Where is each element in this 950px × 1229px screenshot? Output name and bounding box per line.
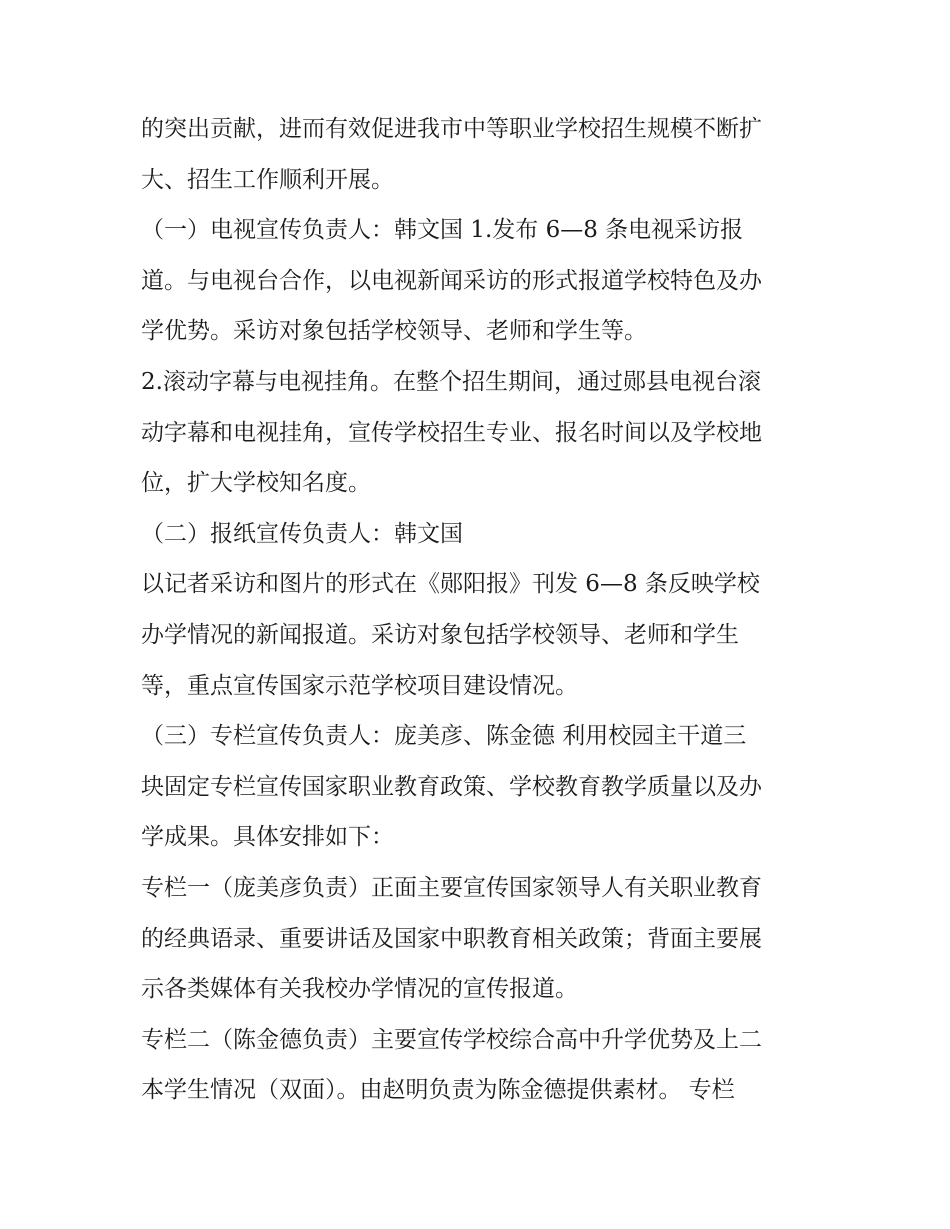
- text-line: 专栏二（陈金德负责）主要宣传学校综合高中升学优势及上二: [141, 1026, 762, 1053]
- text-line: 动字幕和电视挂角，宣传学校招生专业、报名时间以及学校地: [141, 419, 762, 446]
- text-line: 大、招生工作顺利开展。: [141, 166, 394, 193]
- text-line: 的经典语录、重要讲话及国家中职教育相关政策；背面主要展: [141, 925, 762, 952]
- text-line: 以记者采访和图片的形式在《郧阳报》刊发 6—8 条反映学校: [141, 571, 760, 598]
- text-line: 2.滚动字幕与电视挂角。在整个招生期间，通过郧县电视台滚: [141, 368, 761, 395]
- text-line: 办学情况的新闻报道。采访对象包括学校领导、老师和学生: [141, 621, 739, 648]
- text-line: （二）报纸宣传负责人：韩文国: [141, 520, 463, 547]
- text-line: 本学生情况（双面）。由赵明负责为陈金德提供素材。 专栏: [141, 1077, 735, 1104]
- body-text: [141, 104, 821, 1116]
- text-line: 示各类媒体有关我校办学情况的宣传报道。: [141, 976, 578, 1003]
- text-line: （一）电视宣传负责人：韩文国 1.发布 6—8 条电视采访报: [141, 217, 744, 244]
- text-line: 专栏一（庞美彦负责）正面主要宣传国家领导人有关职业教育: [141, 874, 762, 901]
- text-line: 道。与电视台合作，以电视新闻采访的形式报道学校特色及办: [141, 267, 762, 294]
- text-line: 位，扩大学校知名度。: [141, 470, 371, 497]
- text-line: （三）专栏宣传负责人：庞美彦、陈金德 利用校园主干道三: [141, 723, 747, 750]
- text-line: 块固定专栏宣传国家职业教育政策、学校教育教学质量以及办: [141, 773, 762, 800]
- text-line: 学成果。具体安排如下：: [141, 824, 394, 851]
- text-line: 学优势。采访对象包括学校领导、老师和学生等。: [141, 318, 647, 345]
- text-line: 等，重点宣传国家示范学校项目建设情况。: [141, 672, 578, 699]
- text-line: 的突出贡献，进而有效促进我市中等职业学校招生规模不断扩: [141, 116, 762, 142]
